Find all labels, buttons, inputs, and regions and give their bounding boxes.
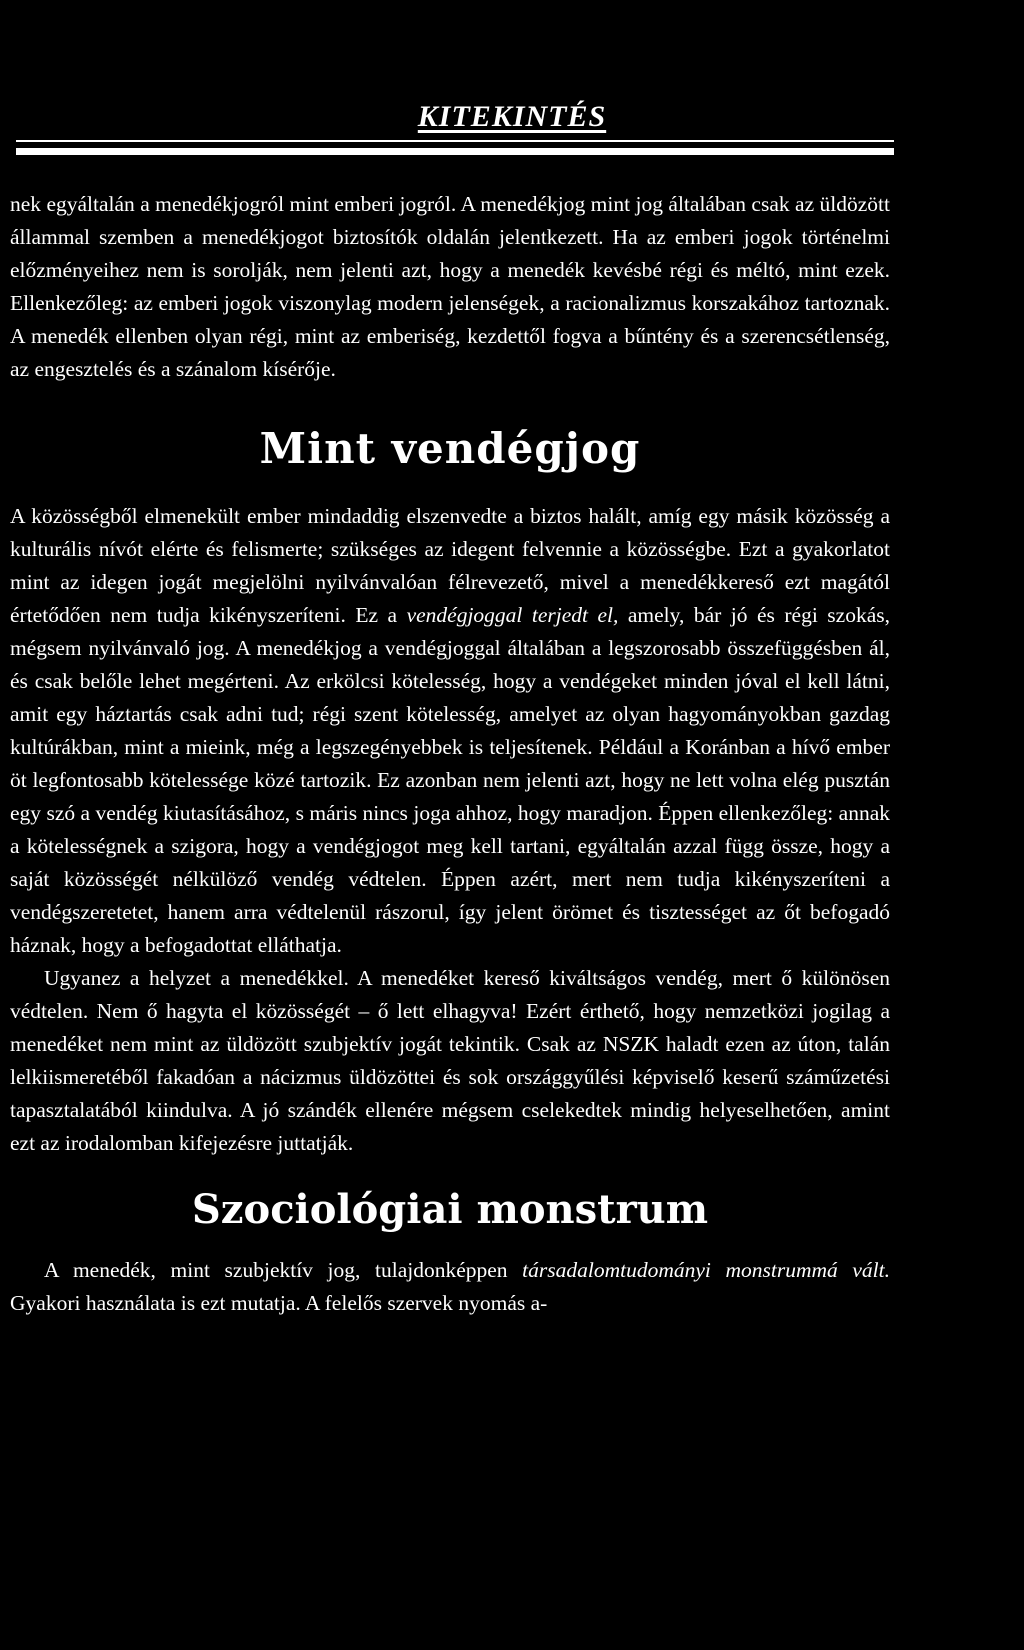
italic-run: társadalomtudományi monstrummá vált. <box>522 1258 890 1282</box>
article-body <box>10 188 890 1320</box>
intro-paragraph: nek egyáltalán a menedékjogról mint emberi jogról. A menedékjog mint jog általában csak az üldözött állammal szemben a menedékjogot biztosítók oldalán jelentkezett. Ha az emberi jogok történelmi előzményeihez nem is sorolják, nem jelenti azt, hogy a menedék kevésbé régi és méltó, mint ezek. Ellenkezőleg: az emberi jogok viszonylag modern jelenségek, a racionalizmus korszakához tartoznak. A menedék ellenben olyan régi, mint az emberiség, kezdettől fogva a bűntény és a szerencsétlenség, az engesztelés és a szánalom kísérője. <box>10 192 890 381</box>
running-head: KITEKINTÉS <box>417 100 607 133</box>
section-heading-vendegjog: Mint vendégjog <box>259 424 641 473</box>
italic-run: vendégjoggal terjedt el, <box>406 603 619 627</box>
text-run: Gyakori használata is ezt mutatja. A felelős szervek nyomás a- <box>10 1291 548 1315</box>
text-run: A közösségből elmenekült ember mindaddig elszenvedte a biztos halált, amíg egy másik közösség a kulturális nívót elérte és felismerte; szükséges az idegent felvennie a közösségbe. Ezt a gyakorlatot mint az idegen jogát megjelölni nyilvánvalóan félrevezető, mivel a menedékkereső ezt magától értetődően nem tudja kikényszeríteni. Ez a <box>10 504 890 627</box>
header-rule-thick <box>16 148 894 155</box>
vendegjog-paragraph-2: Ugyanez a helyzet a menedékkel. A menedéket kereső kiváltságos vendég, mert ő különösen védtelen. Nem ő hagyta el közösségét – ő lett elhagyva! Ezért érthető, hogy nemzetközi jogilag a menedéket nem mint az üldözött szubjektív jogát tekintik. Csak az NSZK haladt ezen az úton, talán lelkiismeretéből fakadóan a nácizmus üldözöttei és sok országgyűlési képviselő keserű száműzetési tapasztalatából kiindulva. A jó szándék ellenére mégsem cselekedtek mindig helyeselhetően, amint ezt az irodalomban kifejezésre juttatják. <box>10 966 890 1155</box>
szociologiai-paragraph-1 <box>10 1254 890 1320</box>
text-run: amely, bár jó és régi szokás, mégsem nyilvánvaló jog. A menedékjog a vendégjoggal általában a legszorosabb összefüggésben ál, és csak belőle lehet megérteni. Az erkölcsi kötelesség, hogy a vendégeket minden jóval el kell látni, amit egy háztartás csak adni tud; régi szent kötelesség, amelyet az olyan hagyományokban gazdag kultúrákban, mint a mieink, még a legszegényebbek is teljesítenek. Például a Koránban a hívő ember öt legfontosabb kötelessége közé tartozik. Ez azonban nem jelenti azt, hogy ne lett volna elég pusztán egy szó a vendég kiutasításához, s máris nincs joga ahhoz, hogy maradjon. Éppen ellenkezőleg: annak a kötelességnek a szigora, hogy a vendégjogot meg kell tartani, egyáltalán azzal függ össze, hogy a saját közösségét nélkülöző vendég védtelen. Éppen azért, mert nem tudja kikényszeríteni a vendégszeretetet, hanem arra védtelenül rászorul, így jelent örömet és tisztességet az őt befogadó háznak, hogy a befogadottat elláthatja. <box>10 603 891 957</box>
section-heading-szociologiai: Szociológiai monstrum <box>191 1186 709 1233</box>
vendegjog-paragraph-1 <box>10 500 890 962</box>
header-rule-thin <box>16 140 894 142</box>
page-header <box>0 0 1024 165</box>
text-run: A menedék, mint szubjektív jog, tulajdonképpen <box>44 1258 523 1282</box>
